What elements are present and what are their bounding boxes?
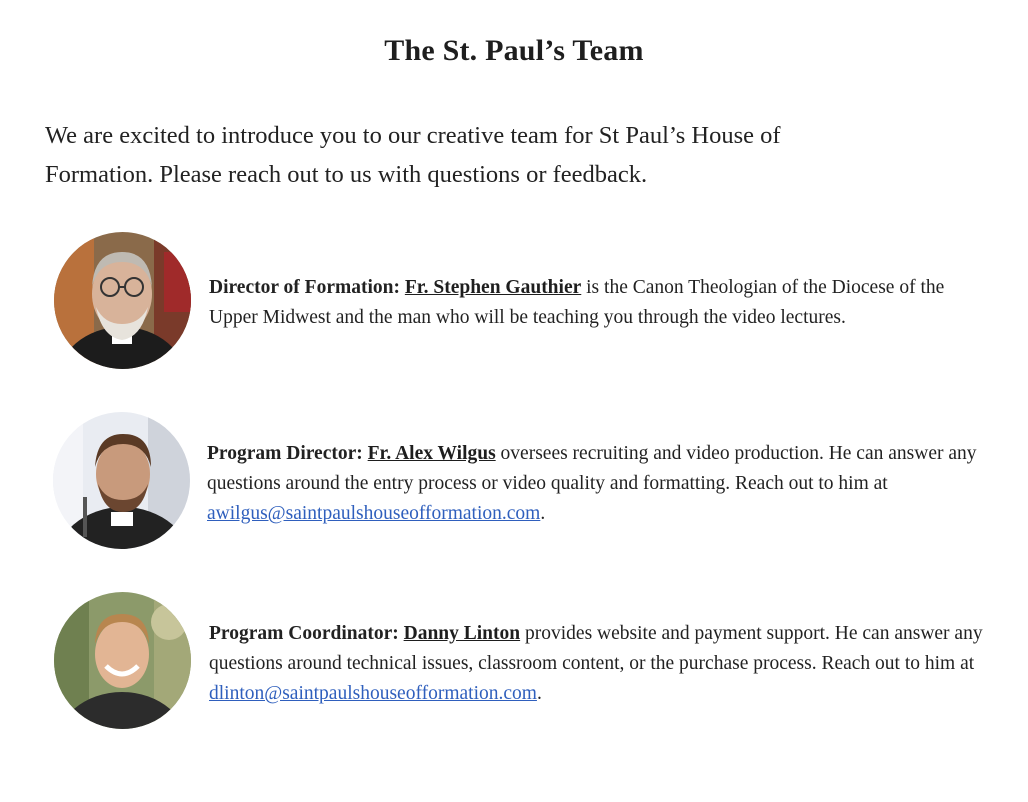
avatar-danny-linton: [54, 592, 191, 729]
avatar-stephen-gauthier: [54, 232, 191, 369]
person-link-danny-linton[interactable]: Danny Linton: [403, 623, 521, 644]
bio-alex-wilgus: [207, 439, 987, 529]
team-member-linton: [0, 592, 1028, 732]
bio-text: oversees recruiting and video production. He can answer any questions around the entry process or video quality and formatting. Reach out to him at: [207, 443, 977, 494]
bio-end: .: [540, 503, 546, 524]
intro-line-1: We are excited to introduce you to our creative team for St Paul’s House of: [45, 122, 781, 149]
intro-line-2: Formation. Please reach out to us with questions or feedback.: [45, 161, 648, 188]
bio-text: provides website and payment support. He can answer any questions around technical issues, classroom content, or the purchase process. Reach out to him at: [209, 623, 983, 674]
person-link-stephen-gauthier[interactable]: Fr. Stephen Gauthier: [404, 277, 582, 298]
bio-stephen-gauthier: [209, 273, 989, 333]
team-member-gauthier: [0, 232, 1028, 372]
bio-end: .: [536, 683, 542, 704]
page-title: The St. Paul’s Team: [384, 34, 644, 67]
team-member-wilgus: [0, 412, 1028, 552]
intro-paragraph: [45, 116, 945, 194]
role-label: Program Coordinator:: [209, 623, 399, 644]
role-label: Program Director:: [207, 443, 363, 464]
bio-danny-linton: [209, 619, 989, 709]
bio-text: is the Canon Theologian of the Diocese of the Upper Midwest and the man who will be teaching you through the video lectures.: [209, 277, 945, 328]
person-link-alex-wilgus[interactable]: Fr. Alex Wilgus: [367, 443, 496, 464]
email-link-awilgus[interactable]: awilgus@saintpaulshouseofformation.com: [207, 503, 541, 524]
role-label: Director of Formation:: [209, 277, 400, 298]
email-link-dlinton[interactable]: dlinton@saintpaulshouseofformation.com: [209, 683, 537, 704]
avatar-alex-wilgus: [53, 412, 190, 549]
